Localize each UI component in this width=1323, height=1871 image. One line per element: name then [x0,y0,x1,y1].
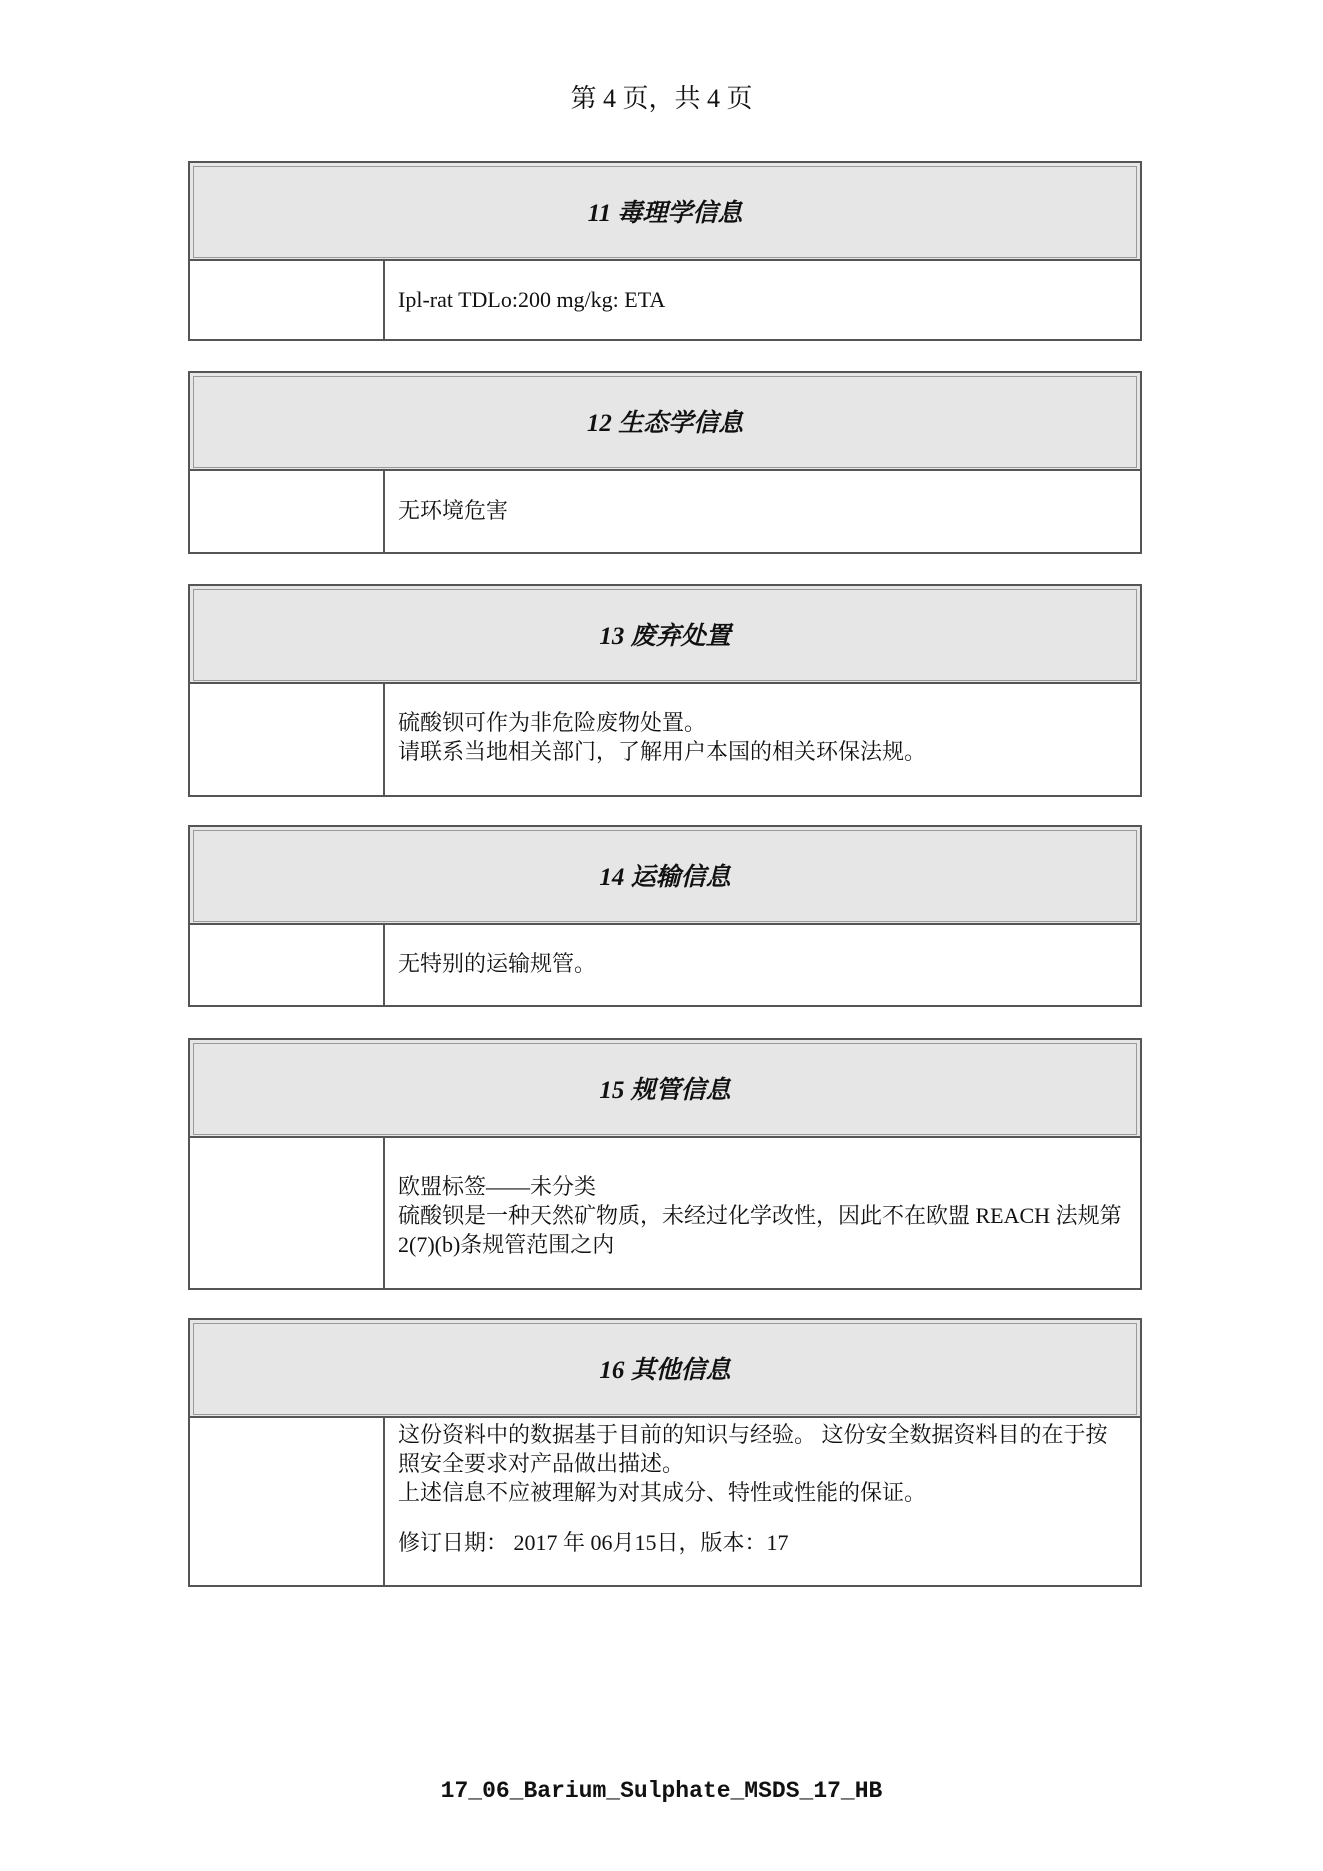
section-other-info [188,1318,1142,1587]
content-line: 无环境危害 [398,498,509,523]
section-label-cell [190,1138,385,1288]
section-ecology [188,371,1142,554]
section-label-cell [190,1418,385,1585]
page-number-header: 第 4 页，共 4 页 [570,84,753,113]
document-filename-footer: 17_06_Barium_Sulphate_MSDS_17_HB [440,1778,883,1804]
section-title: 15 规管信息 [190,1040,1140,1138]
section-label-cell [190,261,385,339]
section-disposal [188,584,1142,797]
section-title: 16 其他信息 [190,1320,1140,1418]
section-title: 14 运输信息 [190,827,1140,925]
paragraph-gap [398,1507,1128,1528]
content-line: Ipl-rat TDLo:200 mg/kg: ETA [398,287,666,312]
section-regulatory [188,1038,1142,1290]
section-content [385,471,1140,552]
section-content [385,261,1140,339]
section-toxicology [188,161,1142,341]
content-line: 2(7)(b)条规管范围之内 [398,1232,615,1257]
content-line: 照安全要求对产品做出描述。 [398,1451,685,1476]
content-line: 欧盟标签——未分类 [398,1174,597,1199]
content-line: 无特别的运输规管。 [398,951,597,976]
revision-date: 修订日期： 2017 年 06月15日，版本：17 [398,1530,789,1555]
section-title: 11 毒理学信息 [190,163,1140,261]
content-line: 硫酸钡可作为非危险废物处置。 [398,710,707,735]
content-line: 上述信息不应被理解为对其成分、特性或性能的保证。 [398,1480,927,1505]
section-content [385,1418,1140,1585]
content-line: 这份资料中的数据基于目前的知识与经验。 这份安全数据资料目的在于按 [398,1422,1108,1447]
section-content [385,1138,1140,1288]
section-content [385,925,1140,1005]
section-label-cell [190,684,385,795]
section-transport [188,825,1142,1007]
content-line: 硫酸钡是一种天然矿物质，未经过化学改性，因此不在欧盟 REACH 法规第 [398,1203,1122,1228]
section-label-cell [190,925,385,1005]
content-line: 请联系当地相关部门，了解用户本国的相关环保法规。 [398,739,927,764]
section-label-cell [190,471,385,552]
section-title: 12 生态学信息 [190,373,1140,471]
section-content [385,684,1140,795]
section-title: 13 废弃处置 [190,586,1140,684]
